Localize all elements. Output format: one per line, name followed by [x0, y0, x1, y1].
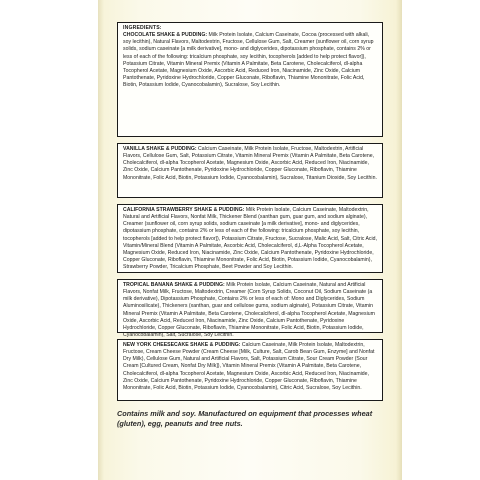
panel-paragraph: [123, 282, 378, 339]
ingredient-text-strawberry: Milk Protein Isolate, Calcium Caseinate, Maltodextrin, Natural and Artificial Flavors, Nonfat Milk, Thickener Blend (xanthan gum, guar gum, and sodium alginate), Creamer (sunflower oil, corn syrup solids, sodium caseinate [a milk derivative], mono- and diglycerides, dipotassium phosphate, contains 2% or less of each of the following: tricalcium phosphate, soy lecithin, tocopherols [added to help protect flavor]), Potassium Citrate, Fructose, Sucralose, Malic Acid, Salt, Citric Acid, Vitamin/Mineral Blend (Vitamin A Palmitate, Ascorbic Acid, Cholecalciferol, d,L-Alpha Tocopherol Acetate, Magnesium Oxide, Reduced Iron, Niacinamide, Zinc Oxide, Calcium Pantothenate, Pyridoxine Hydrochloride, Copper Gluconate, Riboflavin, Thiamine Mononitrate, Folic Acid, Biotin, Potassium Iodide, Cyanocobalamin), Strawberry Powder, Tricalcium Phosphate, Beet Powder and Soy Lecithin.: [123, 207, 378, 271]
ingredient-text-cheesecake: Calcium Caseinate, Milk Protein Isolate, Maltodextrin, Fructose, Cream Cheese Powder (Cream Cheese [Milk, Culture, Salt, Carob Bean Gum, Enzyme] and Nonfat Dry Milk), Cellulose Gum, Natural and Artificial Flavors, Salt, Potassium Citrate, Sour Cream Powder (Sour Cream [Cultured Cream, Nonfat Dry Milk]), Vitamin Mineral Premix (Vitamin A Palmitate, Beta Carotene, Cholecalciferol, dl-alpha Tocopherol Acetate, Magnesium Oxide, Ascorbic Acid, Reduced Iron, Niacinamide, Zinc Oxide, Calcium Pantothenate, Pyridoxine Hydrochloride, Copper Gluconate, Riboflavin, Thiamine Mononitrate, Folic Acid, Biotin, Potassium Iodide, Cyanocobalamin), Citric Acid, Sucralose, Soy Lecithin.: [123, 342, 375, 391]
flavor-title-cheesecake: NEW YORK CHEESECAKE SHAKE & PUDDING:: [123, 342, 241, 348]
ingredients-panel-chocolate: [117, 22, 383, 137]
ingredient-text-banana: Milk Protein Isolate, Calcium Caseinate, Natural and Artificial Flavors, Nonfat Milk, Fructose, Maltodextrin, Creamer (Corn Syrup Solids, Coconut Oil, Sodium Caseinate (a milk derivative), Dipotassium Phosphate, Contains 2% or less of each of: Mono and Diglycerides, Sodium Aluminosilicate), Thickeners (xanthan, guar and cellulose gums, sodium alginate), Potassium Citrate, Vitamin Mineral Premix (Vitamin A Palmitate, Beta Carotene, Cholecalciferol, dl-alpha Tocopherol Acetate, Magnesium Oxide, Ascorbic Acid, Reduced Iron, Niacinamide, Zinc Oxide, Calcium Pantothenate, Pyridoxine Hydrochloride, Copper Gluconate, Riboflavin, Thiamine Mononitrate, Folic Acid, Biotin, Potassium Iodide, Cyanocobalamin), Salt, Sucralose, Soy Lecithin.: [123, 282, 375, 339]
panel-paragraph: [123, 25, 378, 89]
ingredient-text-chocolate: Milk Protein Isolate, Calcium Caseinate, Cocoa (processed with alkali, soy lecithin), Natural Flavors, Maltodextrin, Fructose, Cellulose Gum, Salt, Creamer (sunflower oil, corn syrup solids, sodium caseinate [a milk derivative], mono- and diglycerides, dipotassium phosphate, contains 2% or less of each of the following: tricalcium phosphate, soy lecithin, tocopherols [added to help protect flavor]), Potassium Citrate, Vitamin Mineral Premix (Vitamin A Palmitate, Beta Carotene, Cholecalciferol, dl-alpha Tocopherol Acetate, Magnesium Oxide, Ascorbic Acid, Reduced Iron, Niacinamide, Zinc Oxide, Calcium Pantothenate, Pyridoxine Hydrochloride, Copper Gluconate, Riboflavin, Thiamine Mononitrate, Folic Acid, Biotin, Potassium Iodide, Cyanocobalamin), Sucralose, Soy Lecithin.: [123, 32, 374, 89]
ingredients-heading: INGREDIENTS:: [123, 25, 162, 31]
flavor-title-banana: TROPICAL BANANA SHAKE & PUDDING:: [123, 282, 225, 288]
flavor-title-strawberry: CALIFORNIA STRAWBERRY SHAKE & PUDDING:: [123, 207, 245, 213]
flavor-title-vanilla: VANILLA SHAKE & PUDDING:: [123, 146, 197, 152]
ingredient-text-vanilla: Calcium Caseinate, Milk Protein Isolate, Fructose, Maltodextrin, Artificial Flavors, Cellulose Gum, Salt, Potassium Citrate, Vitamin Mineral Premix (Vitamin A Palmitate, Beta Carotene, Cholecalciferol, dl-alpha Tocopherol Acetate, Magnesium Oxide, Ascorbic Acid, Reduced Iron, Niacinamide, Zinc Oxide, Calcium Pantothenate, Pyridoxine Hydrochloride, Copper Gluconate, Riboflavin, Thiamine Mononitrate, Folic Acid, Biotin, Potassium Iodide, Cyanocobalamin), Sucralose, Titanium Dioxide, Soy Lecithin.: [123, 146, 377, 181]
ingredients-panel-strawberry: [117, 204, 383, 273]
panel-paragraph: [123, 146, 378, 182]
ingredients-panel-banana: [117, 279, 383, 339]
panel-paragraph: [123, 207, 378, 271]
panel-paragraph: [123, 342, 378, 392]
ingredients-panel-vanilla: [117, 143, 383, 198]
flavor-title-chocolate: CHOCOLATE SHAKE & PUDDING:: [123, 32, 208, 39]
allergen-statement: Contains milk and soy. Manufactured on equipment that processes wheat (gluten), egg, peanuts and tree nuts.: [117, 409, 373, 429]
ingredients-panel-cheesecake: [117, 339, 383, 401]
